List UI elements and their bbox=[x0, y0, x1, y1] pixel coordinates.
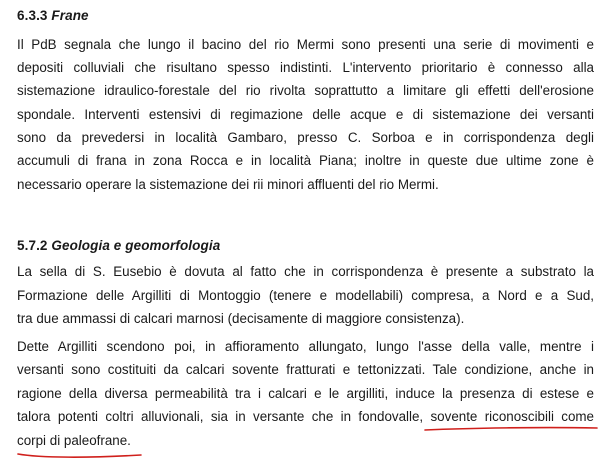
underline-stroke-1 bbox=[425, 428, 597, 430]
section-heading-frane bbox=[17, 8, 89, 23]
paragraph-line: sono da prevedersi in località Gambaro, presso C. Sorboa e in corrispondenza degli bbox=[17, 130, 594, 145]
section-number: 5.7.2 bbox=[17, 238, 48, 253]
paragraph-line: talora potenti coltri alluvionali, sia in versante che in fondovalle, sovente riconoscibili come bbox=[17, 409, 594, 424]
section-heading-geologia bbox=[17, 238, 220, 253]
section-number: 6.3.3 bbox=[17, 8, 48, 23]
paragraph-line: depositi colluviali che risultano spesso indistinti. L'intervento prioritario è connesso alla bbox=[17, 60, 594, 75]
section-title: Frane bbox=[51, 8, 89, 23]
underline-stroke-2 bbox=[18, 454, 141, 457]
paragraph-line: corpi di paleofrane. bbox=[17, 433, 131, 448]
paragraph-line: tra due ammassi di calcari marnosi (decisamente di maggiore consistenza). bbox=[17, 311, 465, 326]
paragraph-line: accumuli di frana in zona Rocca e in località Piana; inoltre in queste due ultime zone è bbox=[17, 153, 594, 168]
paragraph-line: sistemazione idraulico-forestale del rio rivolta soprattutto a limitare gli effetti dell'erosione bbox=[17, 83, 594, 98]
paragraph-line: spondale. Interventi estensivi di regimazione delle acque e di sistemazione dei versanti bbox=[17, 107, 594, 122]
paragraph-line: Il PdB segnala che lungo il bacino del rio Mermi sono presenti una serie di movimenti e bbox=[17, 37, 594, 52]
paragraph-line: necessario operare la sistemazione dei rii minori affluenti del rio Mermi. bbox=[17, 177, 439, 192]
section-title: Geologia e geomorfologia bbox=[51, 238, 221, 253]
paragraph-line: La sella di S. Eusebio è dovuta al fatto che in corrispondenza è presente a substrato la bbox=[17, 264, 594, 279]
paragraph-line: Dette Argilliti scendono poi, in affioramento allungato, lungo l'asse della valle, mentre i bbox=[17, 339, 594, 354]
paragraph-line: Formazione delle Argilliti di Montoggio (tenere e modellabili) compresa, a Nord e a Sud, bbox=[17, 288, 594, 303]
paragraph-line: ragione della diversa permeabilità tra i calcari e le argilliti, induce la presenza di estese e bbox=[17, 386, 594, 401]
paragraph-line: versanti sono costituiti da calcari sovente fratturati e tettonizzati. Tale condizione, anche in bbox=[17, 362, 594, 377]
